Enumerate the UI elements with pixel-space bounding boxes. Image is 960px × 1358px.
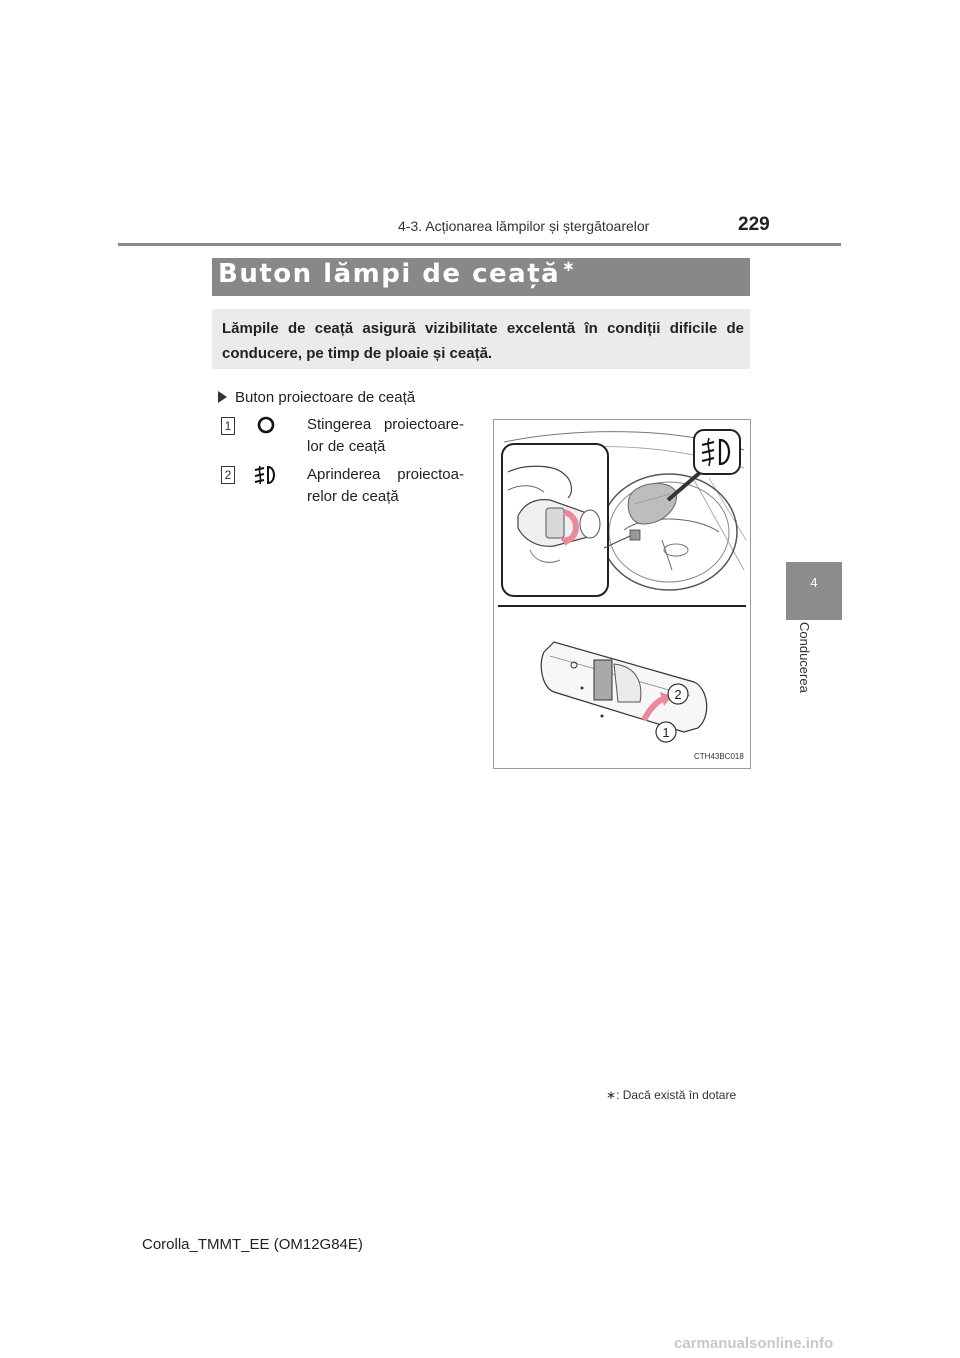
step-2-text-line2: relor de ceață (307, 488, 399, 505)
page-number: 229 (738, 214, 770, 235)
footnote-mark: ∗ (606, 1088, 617, 1102)
footnote (606, 1088, 736, 1102)
bullet-heading (218, 389, 415, 406)
step-1-text-line1: Stingerea proiectoare- (307, 416, 464, 433)
callout-1: 1 (662, 725, 670, 740)
header-section-title: 4-3. Acționarea lămpilor și ștergătoarelor (398, 218, 650, 234)
fog-light-on-icon (252, 463, 280, 487)
step-1-text-line2: lor de ceață (307, 438, 386, 455)
watermark: carmanualsonline.info (674, 1335, 834, 1352)
footnote-text: : Dacă există în dotare (616, 1088, 737, 1102)
header-divider (118, 243, 841, 246)
bullet-arrow-icon (218, 391, 227, 403)
chapter-tab-label: Conducerea (797, 622, 812, 693)
chapter-tab (786, 562, 842, 620)
fog-light-switch-illustration (493, 419, 751, 769)
illustration-drawing (494, 420, 750, 768)
chapter-tab-number: 4 (810, 575, 818, 590)
step-2-badge: 2 (221, 466, 235, 484)
callout-2: 2 (674, 687, 682, 702)
section-title-text: Buton lămpi de ceață (218, 259, 561, 289)
section-title (218, 259, 576, 289)
intro-text: Lămpile de ceață asigură vizibilitate excelentă în condiții dificile de conducere, pe timp de ploaie și ceață. (222, 320, 744, 362)
footer-model-code: Corolla_TMMT_EE (OM12G84E) (142, 1236, 363, 1253)
optional-equipment-mark: ∗ (562, 257, 577, 275)
step-1-badge: 1 (221, 417, 235, 435)
figure-code: CTH43BC018 (694, 752, 744, 761)
bullet-heading-text: Buton proiectoare de ceață (235, 389, 416, 406)
step-2-text-line1: Aprinderea proiectoa- (307, 466, 464, 483)
fog-light-off-icon (255, 415, 277, 435)
